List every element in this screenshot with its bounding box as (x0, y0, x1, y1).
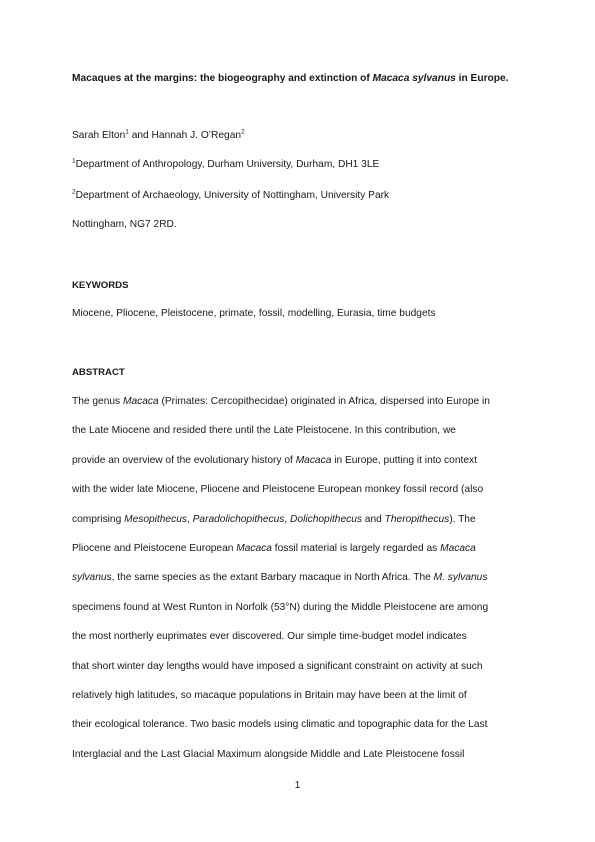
affiliation-superscript: 2 (72, 188, 76, 196)
abstract-text: Interglacial and the Last Glacial Maximum alongside Middle and Late Pleistocene fossil (72, 748, 465, 760)
abstract-text: , (186, 513, 193, 525)
affiliation-line (72, 158, 379, 171)
paper-title (72, 72, 508, 85)
abstract-line (72, 542, 476, 555)
affiliation-text: Department of Anthropology, Durham University, Durham, DH1 3LE (75, 159, 380, 170)
abstract-italic-term: M. sylvanus (433, 572, 488, 584)
abstract-text: (Primates: Cercopithecidae) originated in Africa, dispersed into Europe in (158, 396, 490, 407)
abstract-text: with the wider late Miocene, Pliocene and Pleistocene European monkey fossil record (also (72, 484, 484, 496)
abstract-text: Pliocene and Pleistocene European (72, 543, 237, 554)
abstract-text: specimens found at West Runton in Norfolk (53°N) during the Middle Pleistocene are among (72, 601, 489, 613)
abstract-text: comprising (72, 513, 125, 525)
abstract-line (72, 395, 490, 408)
abstract-italic-term: Macaca (236, 543, 272, 554)
abstract-italic-term: Macaca (440, 543, 476, 554)
abstract-text: provide an overview of the evolutionary history of (72, 454, 296, 466)
abstract-text: in Europe, putting it into context (331, 454, 477, 466)
abstract-line (72, 424, 456, 437)
affiliation-line (72, 189, 389, 202)
abstract-text: ). The (449, 513, 476, 525)
title-species: Macaca sylvanus (372, 73, 456, 84)
abstract-line (72, 718, 487, 731)
abstract-line (72, 630, 467, 643)
abstract-line (72, 483, 483, 496)
abstract-italic-term: Macaca (295, 454, 332, 466)
author-conjunction: and (128, 130, 152, 141)
keywords-text: Miocene, Pliocene, Pleistocene, primate, fossil, modelling, Eurasia, time budgets (72, 308, 436, 319)
abstract-heading: ABSTRACT (72, 367, 125, 378)
title-text: Macaques at the margins: the biogeography and extinction of (72, 73, 373, 84)
abstract-line (72, 454, 477, 467)
abstract-text: their ecological tolerance. Two basic models using climatic and topographic data for the Last (72, 719, 488, 731)
abstract-line (72, 748, 464, 761)
abstract-line (72, 513, 476, 526)
abstract-line (72, 660, 483, 673)
author-line (72, 129, 245, 142)
abstract-text: , the same species as the extant Barbary macaque in North Africa. The (111, 572, 434, 584)
abstract-text: fossil material is largely regarded as (271, 543, 441, 554)
author-superscript: 2 (241, 128, 245, 136)
abstract-italic-term: Macaca (122, 396, 159, 407)
author-name: Hannah J. O’Regan (151, 130, 242, 141)
abstract-text: The genus (72, 396, 123, 407)
abstract-italic-term: Mesopithecus (124, 513, 187, 525)
abstract-text: and (361, 513, 385, 525)
keywords-heading: KEYWORDS (72, 280, 129, 291)
author-name: Sarah Elton (72, 130, 126, 141)
abstract-italic-term: Paradolichopithecus (192, 513, 285, 525)
affiliation-text: Nottingham, NG7 2RD. (72, 219, 177, 230)
abstract-text: that short winter day lengths would have imposed a significant constraint on activity at such (72, 660, 483, 672)
abstract-italic-term: sylvanus (72, 572, 112, 584)
abstract-line (72, 689, 467, 702)
affiliation-superscript: 1 (72, 157, 76, 165)
abstract-text: the most northerly euprimates ever discovered. Our simple time-budget model indicates (72, 631, 467, 643)
title-text-end: in Europe. (455, 73, 509, 84)
author-superscript: 1 (125, 128, 129, 136)
abstract-line (72, 601, 488, 614)
affiliation-text: Department of Archaeology, University of Nottingham, University Park (75, 190, 390, 201)
abstract-text: relatively high latitudes, so macaque populations in Britain may have been at the limit of (72, 690, 467, 701)
abstract-text: , (284, 513, 291, 525)
abstract-italic-term: Theropithecus (384, 513, 450, 525)
affiliation-line (72, 218, 177, 231)
abstract-line (72, 571, 487, 584)
abstract-italic-term: Dolichopithecus (290, 513, 362, 525)
page-number: 1 (294, 780, 301, 791)
abstract-text: the Late Miocene and resided there until the Late Pleistocene. In this contribution, we (72, 425, 456, 437)
